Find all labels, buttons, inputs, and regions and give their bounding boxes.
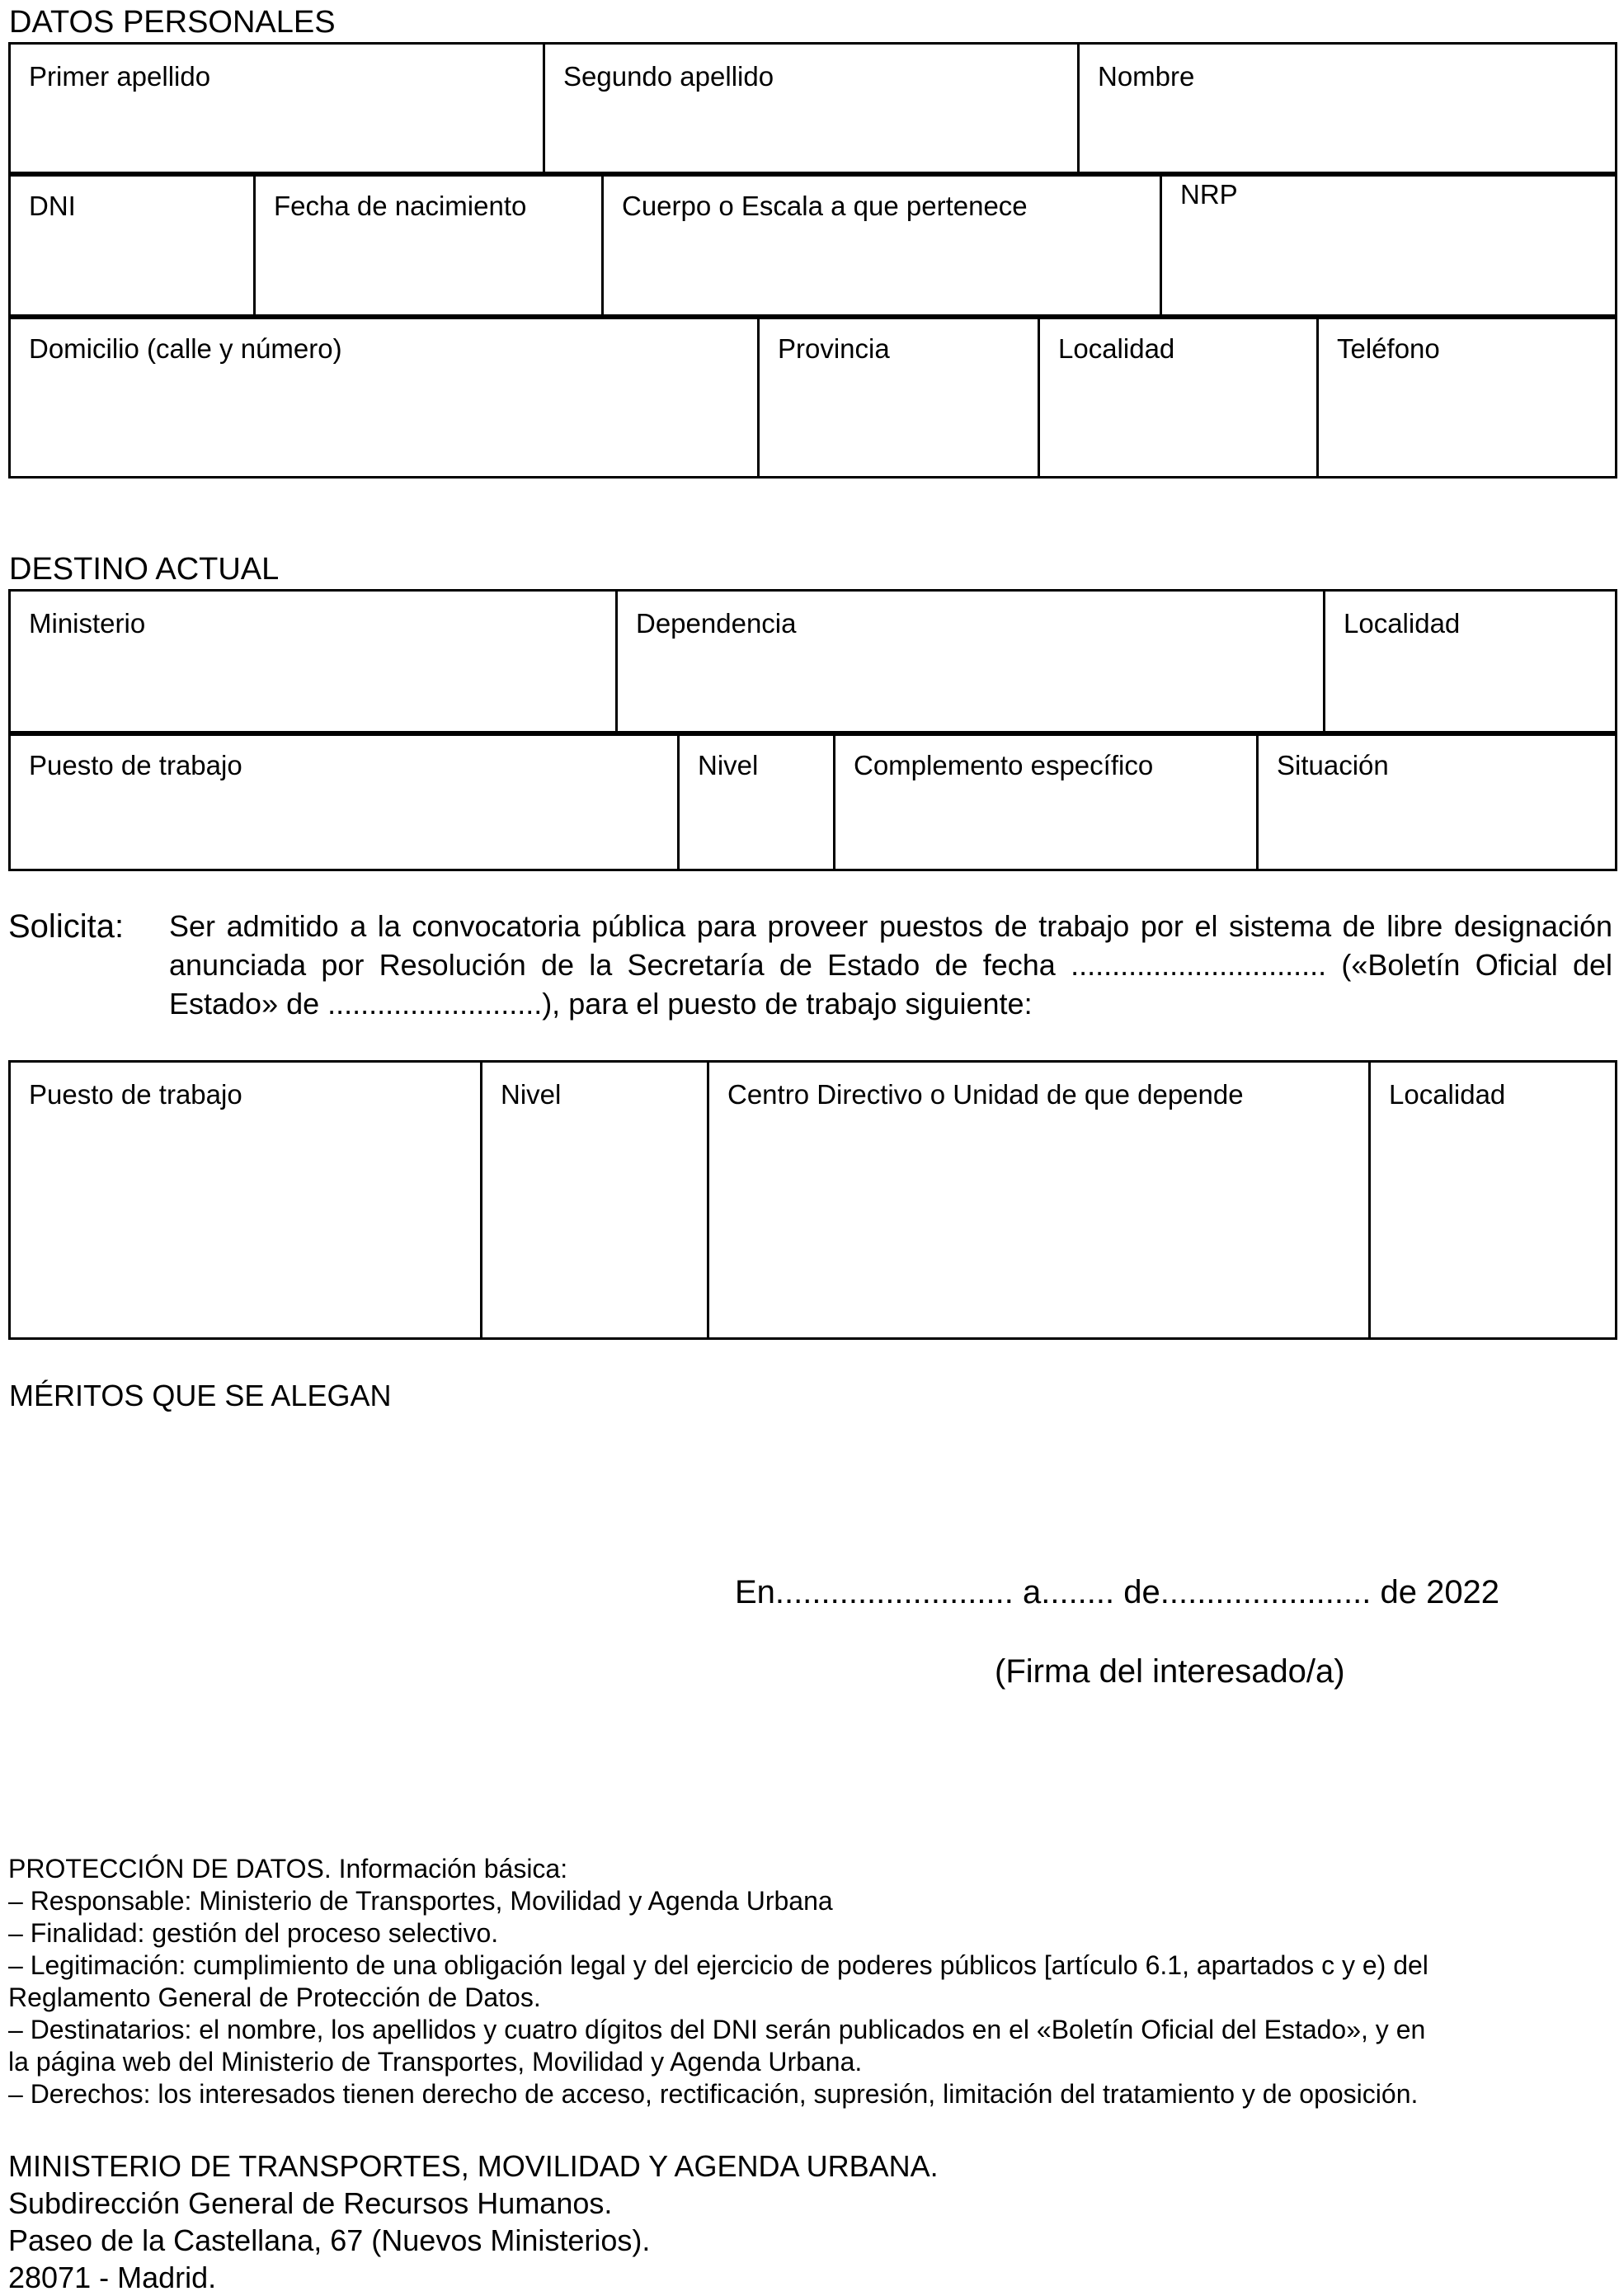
- nivel-field[interactable]: [679, 733, 835, 870]
- puesto-solicitado-localidad-label: Localidad: [1389, 1079, 1506, 1110]
- localidad-field[interactable]: [1039, 316, 1318, 478]
- puesto-solicitado-localidad-field[interactable]: [1370, 1062, 1617, 1339]
- proteccion-datos-line: – Derechos: los interesados tienen derecho de acceso, rectificación, supresión, limitación del tratamiento y de oposición.: [8, 2079, 1419, 2109]
- telefono-label: Teléfono: [1337, 333, 1440, 364]
- address-street: Paseo de la Castellana, 67 (Nuevos Ministerios).: [8, 2223, 651, 2257]
- domicilio-field[interactable]: [10, 316, 759, 478]
- puesto-trabajo-field[interactable]: [10, 733, 679, 870]
- datos-personales-row2: [8, 172, 1617, 319]
- localidad-destino-field[interactable]: [1325, 591, 1617, 735]
- situacion-label: Situación: [1277, 750, 1389, 780]
- provincia-field[interactable]: [759, 316, 1039, 478]
- complemento-especifico-field[interactable]: [835, 733, 1258, 870]
- fecha-nacimiento-field[interactable]: [255, 173, 603, 318]
- puesto-solicitado-nivel-label: Nivel: [501, 1079, 562, 1110]
- ministerio-label: Ministerio: [29, 608, 146, 639]
- localidad-label: Localidad: [1058, 333, 1175, 364]
- proteccion-datos-line: – Finalidad: gestión del proceso selectivo.: [8, 1918, 499, 1948]
- puesto-solicitado-centro-field[interactable]: [708, 1062, 1370, 1339]
- puesto-solicitado-table: [8, 1060, 1617, 1340]
- signature-caption: (Firma del interesado/a): [995, 1653, 1345, 1690]
- address-city: 28071 - Madrid.: [8, 2261, 217, 2294]
- puesto-solicitado-puesto-field[interactable]: [10, 1062, 482, 1339]
- segundo-apellido-field[interactable]: [544, 44, 1079, 176]
- nrp-field[interactable]: [1161, 173, 1617, 318]
- address-department: Subdirección General de Recursos Humanos.: [8, 2186, 613, 2220]
- nombre-label: Nombre: [1098, 61, 1195, 92]
- telefono-field[interactable]: [1318, 316, 1617, 478]
- proteccion-datos-block: [8, 1853, 1615, 2110]
- datos-personales-row3: [8, 314, 1617, 479]
- place-date-line: En.......................... a........ de....................... de 2022: [735, 1574, 1500, 1610]
- provincia-label: Provincia: [778, 333, 890, 364]
- dependencia-label: Dependencia: [636, 608, 797, 639]
- cuerpo-escala-label: Cuerpo o Escala a que pertenece: [622, 191, 1028, 221]
- fecha-nacimiento-label: Fecha de nacimiento: [274, 191, 527, 221]
- ministerio-field[interactable]: [10, 591, 617, 735]
- proteccion-datos-line: – Responsable: Ministerio de Transportes, Movilidad y Agenda Urbana: [8, 1886, 833, 1916]
- dni-field[interactable]: [10, 173, 255, 318]
- puesto-solicitado-puesto-label: Puesto de trabajo: [29, 1079, 242, 1110]
- destino-actual-title: DESTINO ACTUAL: [9, 552, 280, 587]
- solicita-label: Solicita:: [8, 908, 125, 945]
- nombre-field[interactable]: [1079, 44, 1617, 176]
- primer-apellido-field[interactable]: [10, 44, 544, 176]
- destino-actual-table: [8, 589, 1617, 736]
- meritos-title: MÉRITOS QUE SE ALEGAN: [9, 1379, 392, 1412]
- proteccion-datos-line: Reglamento General de Protección de Datos.: [8, 1982, 541, 2012]
- primer-apellido-label: Primer apellido: [29, 61, 211, 92]
- proteccion-datos-line: – Legitimación: cumplimiento de una obligación legal y del ejercicio de poderes públicos [artículo 6.1, apartados c y e) del: [8, 1950, 1428, 1980]
- localidad-destino-label: Localidad: [1344, 608, 1461, 639]
- proteccion-datos-heading: PROTECCIÓN DE DATOS. Información básica:: [8, 1854, 568, 1883]
- puesto-solicitado-nivel-field[interactable]: [482, 1062, 708, 1339]
- solicita-text: Ser admitido a la convocatoria pública para proveer puestos de trabajo por el sistema de libre designación anunciada por Resolución de la Secretaría de Estado de fecha ............................... («Boletín Oficial del Estado» de ..........................), para el puesto de trabajo siguiente:: [169, 909, 1612, 1021]
- cuerpo-escala-field[interactable]: [603, 173, 1161, 318]
- datos-personales-table: [8, 42, 1617, 177]
- puesto-trabajo-label: Puesto de trabajo: [29, 750, 242, 780]
- proteccion-datos-line: la página web del Ministerio de Transportes, Movilidad y Agenda Urbana.: [8, 2047, 863, 2077]
- address-block: [8, 2147, 1615, 2296]
- complemento-especifico-label: Complemento específico: [854, 750, 1154, 780]
- dependencia-field[interactable]: [617, 591, 1325, 735]
- address-ministry: MINISTERIO DE TRANSPORTES, MOVILIDAD Y AGENDA URBANA.: [8, 2149, 939, 2183]
- dni-label: DNI: [29, 191, 76, 221]
- domicilio-label: Domicilio (calle y número): [29, 333, 342, 364]
- destino-actual-row2: [8, 731, 1617, 871]
- nrp-label: NRP: [1180, 179, 1238, 210]
- segundo-apellido-label: Segundo apellido: [563, 61, 774, 92]
- nivel-label: Nivel: [698, 750, 759, 780]
- proteccion-datos-line: – Destinatarios: el nombre, los apellidos y cuatro dígitos del DNI serán publicados en el «Boletín Oficial del Estado», y en: [8, 2015, 1426, 2044]
- datos-personales-title: DATOS PERSONALES: [9, 5, 336, 40]
- puesto-solicitado-centro-label: Centro Directivo o Unidad de que depende: [727, 1079, 1244, 1110]
- situacion-field[interactable]: [1258, 733, 1617, 870]
